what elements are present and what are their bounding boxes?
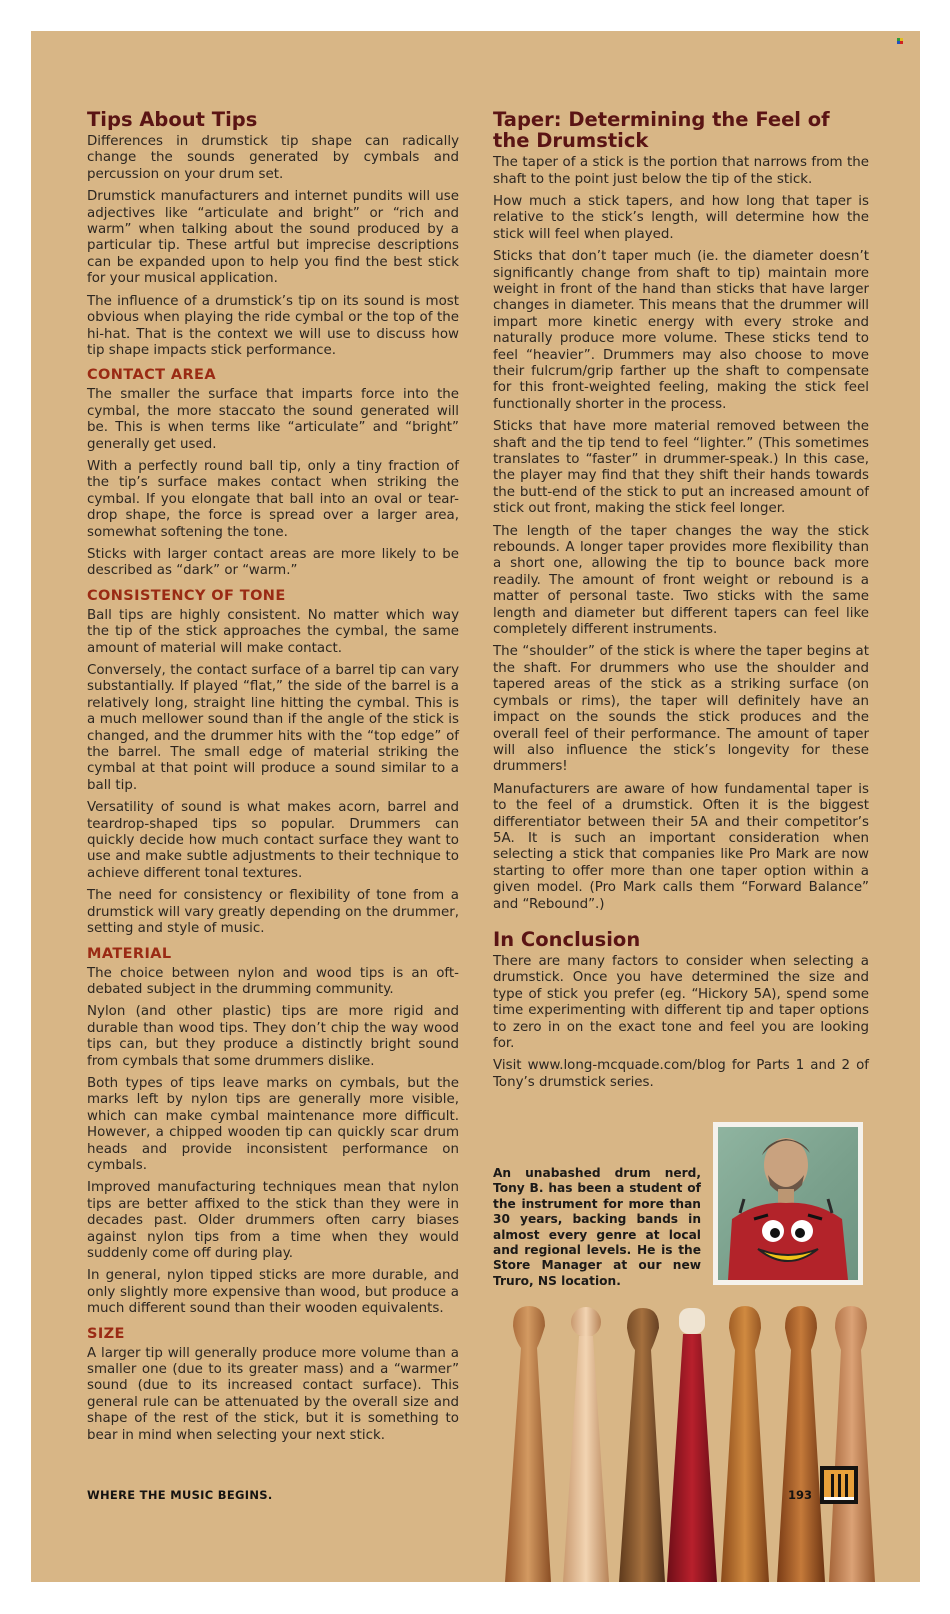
paragraph: Both types of tips leave marks on cymbals, but the marks left by nylon tips are generally more visible, which can make cymbal maintenance more difficult. However, a chipped wooden tip can quickly scar drum heads and provide inconsistent performance on cymbals. [87, 1075, 459, 1173]
left-column [87, 109, 459, 1450]
drumstick-4-nylon-tip [667, 1308, 717, 1582]
paragraph: Ball tips are highly consistent. No matter which way the tip of the stick approaches the cymbal, the same amount of material will make contact. [87, 607, 459, 656]
drumstick-2 [563, 1307, 609, 1582]
author-bio: An unabashed drum nerd, Tony B. has been a student of the instrument for more than 30 years, backing bands in almost every genre at local and regional levels. He is the Store Manager at our new Truro, NS location. [493, 1166, 701, 1288]
paragraph: The “shoulder” of the stick is where the taper begins at the shaft. For drummers who use the shoulder and tapered areas of the stick as a striking surface (on cymbals or rims), the taper will definitely have an impact on the sounds the stick produces and the overall feel of their performance. The amount of taper will also influence the stick’s longevity for these drummers! [493, 644, 869, 775]
long-mcquade-logo-icon [820, 1466, 858, 1504]
paragraph: Manufacturers are aware of how fundamental taper is to the feel of a drumstick. Often it is the biggest differentiator between their 5A and their competitor’s 5A. It is such an important consideration when selecting a stick that companies like Pro Mark are now starting to offer more than one taper option within a given model. (Pro Mark calls them “Forward Balance” and “Rebound”.) [493, 781, 869, 912]
paragraph: Versatility of sound is what makes acorn, barrel and teardrop-shaped tips so popular. Drummers can quickly decide how much contact surface they want to use and make subtle adjustments to their technique to achieve different tonal textures. [87, 800, 459, 881]
size-heading: SIZE [87, 1325, 125, 1342]
paragraph: There are many factors to consider when selecting a drumstick. Once you have determined the size and type of stick you prefer (eg. “Hickory 5A), spend some time experimenting with different tip and taper options to zero in on the exact tone and feel you are looking for. [493, 954, 869, 1052]
paragraph: Differences in drumstick tip shape can radically change the sounds generated by cymbals and percussion on your drum set. [87, 134, 459, 182]
in-conclusion-heading: In Conclusion [493, 927, 641, 951]
contact-area-heading: CONTACT AREA [87, 367, 216, 384]
paragraph: Sticks that don’t taper much (ie. the diameter doesn’t significantly change from shaft to tip) maintain more weight in front of the hand than sticks that have larger changes in diameter. This means that the drummer will impart more kinetic energy with every stroke and naturally produce more volume. These sticks tend to feel “heavier”. Drummers may also choose to move their fulcrum/grip farther up the shaft to compensate for this front-weighted feeling, making the stick feel functionally shorter in the process. [493, 249, 869, 412]
color-registration-mark [897, 31, 907, 39]
paragraph: Visit www.long-mcquade.com/blog for Parts 1 and 2 of Tony’s drumstick series. [493, 1058, 869, 1090]
page-number: 193 [788, 1488, 813, 1502]
paragraph: In general, nylon tipped sticks are more durable, and only slightly more expensive than wood, but produce a much different sound than their wooden equivalents. [87, 1268, 459, 1317]
paragraph: With a perfectly round ball tip, only a tiny fraction of the tip’s surface makes contact when striking the cymbal. If you elongate that ball into an oval or tear-drop shape, the force is spread over a larger area, somewhat softening the tone. [87, 458, 459, 540]
taper-heading: Taper: Determining the Feel of the Drumstick [493, 108, 830, 153]
drumstick-3 [619, 1308, 665, 1582]
drumstick-6 [777, 1306, 825, 1582]
paragraph: Nylon (and other plastic) tips are more rigid and durable than wood tips. They don’t chip the way wood tips can, but they produce a distinctly bright sound from cymbals that some drummers dislike. [87, 1004, 459, 1069]
paragraph: The influence of a drumstick’s tip on its sound is most obvious when playing the ride cymbal or the top of the hi-hat. That is the context we will use to discuss how tip shape impacts stick performance. [87, 293, 459, 358]
paragraph: Drumstick manufacturers and internet pundits will use adjectives like “articulate and bright” or “rich and warm” when talking about the sound produced by a particular tip. These artful but imprecise descriptions can be expanded upon to help you find the best stick for your musical application. [87, 189, 459, 287]
paragraph: Conversely, the contact surface of a barrel tip can vary substantially. If played “flat,” the side of the barrel is a relatively long, straight line hitting the cymbal. This is a much mellower sound than if the angle of the stick is changed, and the drummer hits with the “top edge” of the barrel. The small edge of material striking the cymbal at that point will produce a sound similar to a ball tip. [87, 663, 459, 793]
paragraph: How much a stick tapers, and how long that taper is relative to the stick’s length, will determine how the stick will feel when played. [493, 193, 869, 242]
footer-tagline: WHERE THE MUSIC BEGINS. [87, 1488, 273, 1502]
consistency-of-tone-heading: CONSISTENCY OF TONE [87, 587, 286, 604]
material-heading: MATERIAL [87, 945, 172, 962]
paragraph: The choice between nylon and wood tips is an oft-debated subject in the drumming community. [87, 965, 459, 997]
drumstick-1 [505, 1306, 551, 1582]
paragraph: Improved manufacturing techniques mean that nylon tips are better affixed to the stick than they were in decades past. Older drummers often carry biases against nylon tips from a time when they would suddenly come off during play. [87, 1180, 459, 1262]
drumstick-5 [721, 1306, 769, 1582]
tips-about-tips-heading: Tips About Tips [87, 108, 258, 131]
paragraph: The taper of a stick is the portion that narrows from the shaft to the point just below the tip of the stick. [493, 155, 869, 187]
paragraph: The length of the taper changes the way the stick rebounds. A longer taper provides more flexibility than a short one, allowing the tip to bounce back more readily. The amount of front weight or rebound is a matter of personal taste. Two sticks with the same length and diameter but different tapers can feel like completely different instruments. [493, 523, 869, 638]
paragraph: The need for consistency or flexibility of tone from a drumstick will vary greatly depending on the drummer, setting and style of music. [87, 888, 459, 937]
author-photo [713, 1122, 863, 1285]
paragraph: The smaller the surface that imparts force into the cymbal, the more staccato the sound generated will be. This is when terms like “articulate” and “bright” generally get used. [87, 387, 459, 452]
paragraph: Sticks that have more material removed between the shaft and the tip tend to feel “lighter.” (This sometimes translates to “faster” in drummer-speak.) In this case, the player may find that they shift their hands towards the butt-end of the stick to put an increased amount of stick out front, making the stick feel longer. [493, 419, 869, 517]
drumstick-tips-photo [479, 1306, 879, 1582]
paragraph: A larger tip will generally produce more volume than a smaller one (due to its greater mass) and a “warmer” sound (due to its increased contact surface). This general rule can be attenuated by the overall size and shape of the rest of the stick, but it is something to bear in mind when selecting your next stick. [87, 1345, 459, 1443]
paragraph: Sticks with larger contact areas are more likely to be described as “dark” or “warm.” [87, 546, 459, 579]
drumstick-7 [829, 1306, 875, 1582]
magazine-page [31, 31, 920, 1582]
right-column [493, 109, 869, 1097]
